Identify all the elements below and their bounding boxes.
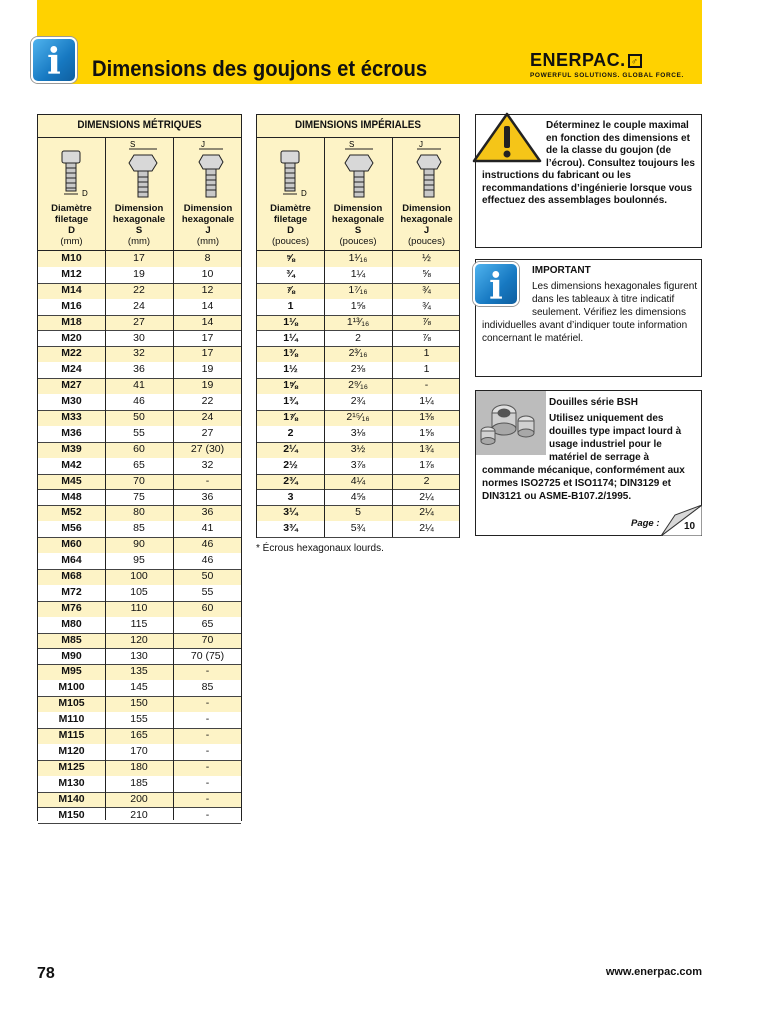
table-row <box>257 299 459 315</box>
hex-s-cell: 41 <box>133 379 145 392</box>
bsh-line-6: normes ISO2725 et ISO1174; DIN3129 et <box>482 478 671 489</box>
thread-diameter-cell: 2¼ <box>283 442 298 455</box>
thread-diameter-cell: M30 <box>61 395 82 408</box>
thread-diameter-cell: M110 <box>58 713 85 726</box>
hex-j-cell: 85 <box>201 681 214 694</box>
hex-bolt-icon <box>129 149 157 197</box>
warning-icon <box>471 111 543 165</box>
hex-j-cell: - <box>205 729 210 741</box>
thread-diameter-cell: M68 <box>61 570 82 582</box>
hex-j-cell: 24 <box>201 411 214 423</box>
hex-s-cell: 32 <box>133 347 145 360</box>
thread-diameter-cell: 1¾ <box>283 395 298 408</box>
imperial-diagram-d: D <box>301 189 307 198</box>
hex-j-cell: 8 <box>204 252 211 264</box>
important-line-1: Les dimensions hexagonales figurent <box>532 281 698 292</box>
hex-j-cell: 55 <box>201 585 214 598</box>
table-row <box>257 505 459 521</box>
thread-diameter-cell: M115 <box>58 729 85 741</box>
hex-j-cell: 36 <box>201 490 214 503</box>
hex-s-cell: 105 <box>130 585 148 598</box>
warning-line-1: Déterminez le couple maximal <box>546 120 689 131</box>
warning-line-4: l’écrou). Consultez toujours les <box>546 157 695 169</box>
imperial-col2-header: Dimension hexagonale S (pouces) <box>331 203 385 247</box>
hex-j-cell: 2¼ <box>419 490 434 503</box>
thread-diameter-cell: M130 <box>58 776 85 789</box>
hex-s-cell: 150 <box>130 697 148 710</box>
imperial-diagram-j: J <box>419 141 423 149</box>
thread-diameter-cell: 1½ <box>283 363 298 376</box>
thread-diameter-cell: M18 <box>61 315 82 328</box>
table-row <box>38 346 241 362</box>
hex-j-cell: 17 <box>201 331 214 344</box>
hex-s-cell: 90 <box>133 538 145 551</box>
hex-j-cell: ⅞ <box>422 315 431 328</box>
hex-s-cell: 110 <box>130 601 148 614</box>
table-row <box>257 283 459 299</box>
hex-j-cell: 46 <box>201 554 214 567</box>
hex-s-cell: 19 <box>133 267 145 280</box>
table-row <box>38 664 241 680</box>
thread-diameter-cell: 2 <box>287 426 294 439</box>
metric-col1-header: Diamètre filetage D (mm) <box>51 203 92 247</box>
hex-j-cell: 65 <box>201 617 214 630</box>
hex-s-cell: 2³⁄₁₆ <box>348 347 368 360</box>
table-row <box>38 712 241 728</box>
hex-s-cell: 1⁷⁄₁₆ <box>348 283 368 296</box>
thread-diameter-cell: M80 <box>61 617 82 630</box>
warning-line-5: instructions du fabricant ou les <box>482 170 631 181</box>
imperial-col1-header: Diamètre filetage D (pouces) <box>270 203 311 247</box>
bsh-line-4: matériel de serrage à <box>549 452 650 463</box>
table-row <box>38 315 241 331</box>
thread-diameter-cell: M150 <box>58 808 85 821</box>
thread-diameter-cell: M64 <box>61 554 82 567</box>
hex-j-cell: 41 <box>201 522 214 535</box>
hex-j-cell: - <box>205 697 210 710</box>
hex-j-cell: 12 <box>201 283 214 296</box>
table-row <box>38 362 241 378</box>
table-row <box>257 458 459 474</box>
warning-line-7: effectuez des assemblages boulonnés. <box>482 195 668 206</box>
thread-diameter-cell: 2¾ <box>283 474 298 487</box>
thread-diameter-cell: M36 <box>61 426 82 439</box>
thread-diameter-cell: M85 <box>61 633 82 646</box>
hex-s-cell: 5¾ <box>350 522 366 535</box>
page-title: Dimensions des goujons et écrous <box>92 56 428 81</box>
thread-diameter-cell: 1 <box>287 299 294 312</box>
hex-s-cell: 22 <box>133 283 145 296</box>
hex-s-cell: 1¹⁄₁₆ <box>348 252 368 264</box>
page-ref-label: Page : <box>631 518 660 529</box>
hex-j-cell: 1¼ <box>419 395 434 408</box>
page-curl-icon <box>661 505 702 536</box>
hex-j-cell: 14 <box>201 315 214 328</box>
table-row <box>257 346 459 362</box>
hex-s-cell: 95 <box>133 554 145 567</box>
important-line-4: individuelles avant d’indiquer toute information <box>482 320 688 331</box>
thread-diameter-cell: M140 <box>58 792 85 805</box>
hex-s-cell: 17 <box>133 252 145 264</box>
hex-s-cell: 145 <box>130 681 148 694</box>
hex-j-cell: 27 (30) <box>190 442 225 455</box>
imperial-col3-header: Dimension hexagonale J (pouces) <box>400 203 453 247</box>
thread-diameter-cell: M125 <box>58 760 85 773</box>
metric-diagram-j: J <box>201 141 205 149</box>
hex-j-cell: 27 <box>201 426 214 439</box>
hex-j-cell: 10 <box>201 267 214 280</box>
hex-s-cell: 2 <box>355 331 361 344</box>
thread-diameter-cell: M20 <box>61 331 82 344</box>
table-row <box>38 553 241 569</box>
thread-diameter-cell: M10 <box>61 252 82 264</box>
hex-j-cell: - <box>424 379 429 392</box>
table-row <box>38 776 241 792</box>
hex-j-cell: - <box>205 474 210 487</box>
thread-diameter-cell: 1⅝ <box>283 379 298 392</box>
hex-s-cell: 80 <box>133 506 145 519</box>
brand-mark-icon: ♂ <box>628 54 642 68</box>
hex-j-cell: ¾ <box>422 299 431 312</box>
website-link[interactable]: www.enerpac.com <box>605 966 702 978</box>
hex-j-cell: - <box>205 744 210 757</box>
hex-s-cell: 135 <box>130 665 148 678</box>
hex-s-cell: 3½ <box>350 442 366 455</box>
hex-s-cell: 30 <box>133 331 145 344</box>
imperial-diagram-s: S <box>349 141 355 149</box>
thread-diameter-cell: ⅝ <box>286 252 295 264</box>
page-ref-value[interactable]: 10 <box>684 521 696 532</box>
hex-j-cell: 1 <box>423 363 430 376</box>
imperial-table-title: DIMENSIONS IMPÉRIALES <box>295 119 421 131</box>
thread-diameter-cell: M22 <box>61 347 82 360</box>
table-row <box>257 521 459 537</box>
metric-table <box>37 114 242 821</box>
brand-tagline: POWERFUL SOLUTIONS. GLOBAL FORCE. <box>530 72 684 79</box>
table-row <box>38 569 241 585</box>
table-row <box>38 505 241 521</box>
table-row <box>257 410 459 426</box>
thread-diameter-cell: M60 <box>61 538 82 551</box>
table-row <box>38 283 241 299</box>
hex-j-cell: 1⅜ <box>419 411 434 423</box>
thread-diameter-cell: 3¾ <box>283 522 298 535</box>
page-number: 78 <box>37 965 55 982</box>
thread-diameter-cell: M12 <box>61 267 82 280</box>
metric-diagram-s: S <box>130 141 136 149</box>
thread-diameter-cell: ¾ <box>286 267 295 280</box>
table-row <box>38 696 241 712</box>
hex-j-cell: - <box>205 665 210 678</box>
hex-j-cell: ¾ <box>422 283 431 296</box>
hex-s-cell: 180 <box>130 760 148 773</box>
brand-name: ENERPAC. <box>530 50 626 70</box>
thread-diameter-cell: M72 <box>61 585 82 598</box>
stud-nut-icon <box>417 149 441 197</box>
thread-diameter-cell: M105 <box>58 697 85 710</box>
hex-j-cell: 46 <box>201 538 214 551</box>
important-line-2: dans les tableaux à titre indicatif <box>532 294 675 305</box>
hex-s-cell: 185 <box>130 776 148 789</box>
hex-s-cell: 46 <box>133 395 145 408</box>
hex-s-cell: 1⅝ <box>350 299 366 312</box>
hex-j-cell: 70 (75) <box>190 649 225 662</box>
table-row <box>38 458 241 474</box>
hex-j-cell: 19 <box>201 363 214 376</box>
hex-j-cell: 50 <box>201 570 214 582</box>
thread-diameter-cell: M45 <box>61 474 82 487</box>
imperial-table-body <box>257 251 459 537</box>
hex-s-cell: 170 <box>130 744 148 757</box>
info-icon: i <box>31 37 77 83</box>
important-heading: IMPORTANT <box>532 265 591 276</box>
hex-j-cell: 36 <box>201 506 214 519</box>
thread-diameter-cell: 3¼ <box>283 506 298 519</box>
metric-col3-header: Dimension hexagonale J (mm) <box>181 203 235 247</box>
metric-diagram-d: D <box>82 189 88 198</box>
socket-icon <box>476 391 546 455</box>
bsh-note <box>475 390 702 536</box>
thread-diameter-cell: M76 <box>61 601 82 614</box>
hex-j-cell: 22 <box>201 395 214 408</box>
hex-s-cell: 2¹⁵⁄₁₆ <box>346 411 370 423</box>
hex-s-cell: 2⁹⁄₁₆ <box>348 379 368 392</box>
thread-diameter-cell: M52 <box>61 506 82 519</box>
metric-col2-header: Dimension hexagonale S (mm) <box>112 203 166 247</box>
table-row <box>257 474 459 490</box>
table-row <box>257 362 459 378</box>
hex-j-cell: 14 <box>201 299 214 312</box>
hex-j-cell: 32 <box>201 458 214 471</box>
hex-j-cell: - <box>205 792 210 805</box>
hex-j-cell: 19 <box>201 379 214 392</box>
hex-s-cell: 4⅝ <box>350 490 366 503</box>
hex-s-cell: 85 <box>133 522 145 535</box>
hex-s-cell: 60 <box>133 442 145 455</box>
table-row <box>38 394 241 410</box>
bsh-line-1: Utilisez uniquement des <box>549 413 664 424</box>
bsh-line-7: DIN3121 ou ASME-B107.2/1995. <box>482 491 632 502</box>
table-row <box>38 808 241 824</box>
table-row <box>38 537 241 553</box>
thread-diameter-cell: ⅞ <box>286 283 295 296</box>
brand-logo[interactable] <box>530 50 642 71</box>
thread-diameter-cell: 1⅜ <box>283 347 298 360</box>
bsh-line-5: commande mécanique, conformément aux <box>482 465 685 476</box>
table-row <box>38 601 241 617</box>
hex-s-cell: 24 <box>133 299 145 312</box>
table-row <box>38 760 241 776</box>
hex-s-cell: 36 <box>133 363 145 376</box>
hex-j-cell: 2¼ <box>419 506 434 519</box>
thread-diameter-cell: M39 <box>61 442 82 455</box>
thread-diameter-cell: 1⅛ <box>283 315 298 328</box>
hex-s-cell: 4¼ <box>350 474 366 487</box>
table-row <box>257 331 459 347</box>
table-row <box>38 728 241 744</box>
hex-j-cell: 60 <box>201 601 214 614</box>
hex-s-cell: 27 <box>133 315 145 328</box>
hex-j-cell: ⅝ <box>422 267 431 280</box>
table-row <box>38 426 241 442</box>
table-row <box>257 267 459 283</box>
thread-diameter-cell: M33 <box>61 411 82 423</box>
thread-diameter-cell: M95 <box>61 665 82 678</box>
hex-j-cell: ½ <box>422 252 431 264</box>
table-row <box>38 744 241 760</box>
hex-s-cell: 3⅛ <box>350 426 366 439</box>
table-row <box>38 331 241 347</box>
table-row <box>257 490 459 506</box>
table-row <box>257 442 459 458</box>
table-row <box>257 426 459 442</box>
hex-j-cell: 1¾ <box>419 442 434 455</box>
table-row <box>38 267 241 283</box>
table-row <box>38 410 241 426</box>
hex-s-cell: 130 <box>130 649 148 662</box>
hex-j-cell: 17 <box>201 347 214 360</box>
hex-s-cell: 75 <box>133 490 145 503</box>
hex-j-cell: 1⅝ <box>419 426 434 439</box>
thread-diameter-cell: M90 <box>61 649 82 662</box>
table-row <box>38 299 241 315</box>
hex-j-cell: ⅞ <box>422 331 431 344</box>
thread-diameter-cell: M56 <box>61 522 82 535</box>
hex-s-cell: 200 <box>130 792 148 805</box>
hex-s-cell: 2⅜ <box>350 363 366 376</box>
hex-s-cell: 115 <box>130 617 148 630</box>
hex-s-cell: 65 <box>133 458 145 471</box>
metric-table-title: DIMENSIONS MÉTRIQUES <box>77 119 202 131</box>
table-row <box>257 378 459 394</box>
important-line-3: seulement. Vérifiez les dimensions <box>532 307 686 318</box>
thread-diameter-cell: 1⅞ <box>283 411 298 423</box>
thread-diameter-cell: M120 <box>58 744 85 757</box>
info-icon: i <box>473 262 519 306</box>
thread-diameter-cell: M16 <box>61 299 82 312</box>
table-row <box>38 442 241 458</box>
hex-s-cell: 5 <box>355 506 361 519</box>
table-row <box>38 251 241 267</box>
warning-line-2: en fonction des dimensions et <box>546 132 690 144</box>
hex-s-cell: 2¾ <box>350 395 366 408</box>
table-row <box>38 617 241 633</box>
bsh-line-3: usage industriel pour le <box>549 439 662 450</box>
hex-j-cell: 1⅞ <box>419 458 434 471</box>
hex-s-cell: 165 <box>130 729 148 741</box>
hex-j-cell: - <box>205 713 210 726</box>
table-row <box>38 649 241 665</box>
table-row <box>38 680 241 696</box>
hex-s-cell: 50 <box>133 411 145 423</box>
hex-j-cell: - <box>205 776 210 789</box>
hex-s-cell: 1¹³⁄₁₆ <box>346 315 370 328</box>
hex-s-cell: 3⅞ <box>350 458 366 471</box>
footnote: * Écrous hexagonaux lourds. <box>256 543 384 554</box>
thread-diameter-cell: M42 <box>61 458 82 471</box>
thread-diameter-cell: M27 <box>61 379 82 392</box>
table-row <box>38 521 241 537</box>
thread-diameter-cell: M14 <box>61 283 82 296</box>
hex-s-cell: 70 <box>133 474 145 487</box>
table-row <box>38 585 241 601</box>
thread-diameter-cell: 1¼ <box>283 331 298 344</box>
hex-j-cell: 2 <box>423 474 430 487</box>
table-row <box>38 633 241 649</box>
hex-s-cell: 210 <box>130 808 148 821</box>
table-row <box>257 251 459 267</box>
hex-s-cell: 55 <box>133 426 145 439</box>
hex-s-cell: 155 <box>130 713 148 726</box>
cap-screw-icon <box>62 151 80 194</box>
bsh-heading: Douilles série BSH <box>549 397 638 408</box>
table-row <box>257 315 459 331</box>
warning-line-6: recommandations d’ingénierie lorsque vous <box>482 182 693 194</box>
hex-bolt-icon <box>345 149 373 197</box>
table-row <box>38 474 241 490</box>
hex-j-cell: 70 <box>201 633 214 646</box>
table-row <box>38 792 241 808</box>
bsh-line-2: douilles type impact lourd à <box>549 426 682 437</box>
thread-diameter-cell: M48 <box>61 490 82 503</box>
important-line-5: concernant le matériel. <box>482 333 584 344</box>
hex-s-cell: 100 <box>130 570 148 582</box>
stud-nut-icon <box>199 149 223 197</box>
metric-table-body <box>38 251 241 820</box>
warning-line-3: de la classe du goujon (de <box>546 145 672 156</box>
table-row <box>257 394 459 410</box>
thread-diameter-cell: 2½ <box>283 458 298 471</box>
thread-diameter-cell: M24 <box>61 363 82 376</box>
hex-s-cell: 1¼ <box>350 267 366 280</box>
warning-note <box>475 114 702 248</box>
hex-j-cell: 1 <box>423 347 430 360</box>
cap-screw-icon <box>281 151 299 194</box>
hex-s-cell: 120 <box>130 633 148 646</box>
important-note <box>475 259 702 377</box>
hex-j-cell: - <box>205 760 210 773</box>
hex-j-cell: 2¼ <box>419 522 434 535</box>
thread-diameter-cell: 3 <box>287 490 294 503</box>
imperial-table <box>256 114 460 538</box>
table-row <box>38 490 241 506</box>
hex-j-cell: - <box>205 808 210 821</box>
table-row <box>38 378 241 394</box>
thread-diameter-cell: M100 <box>58 681 85 694</box>
